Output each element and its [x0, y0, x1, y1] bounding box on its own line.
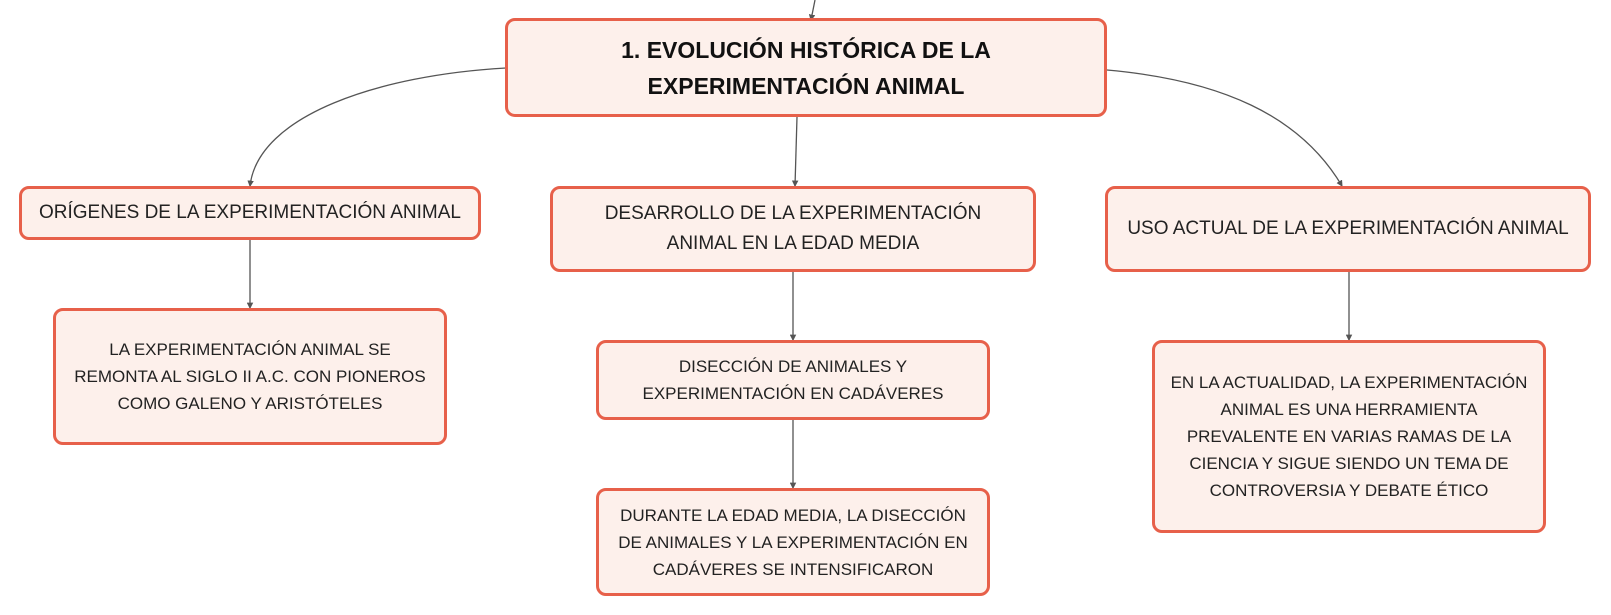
branch-node-origenes-label: ORÍGENES DE LA EXPERIMENTACIÓN ANIMAL: [39, 202, 461, 223]
branch-node-uso-actual-label: USO ACTUAL DE LA EXPERIMENTACIÓN ANIMAL: [1127, 218, 1569, 239]
branch-node-origenes[interactable]: [19, 186, 481, 240]
branch-node-desarrollo[interactable]: [550, 186, 1036, 272]
leaf-node-origenes-detail-label: LA EXPERIMENTACIÓN ANIMAL SE REMONTA AL SIGLO II A.C. CON PIONEROS COMO GALENO Y ARISTÓTELES: [74, 340, 426, 413]
branch-node-desarrollo-label: DESARROLLO DE LA EXPERIMENTACIÓN ANIMAL EN LA EDAD MEDIA: [604, 203, 982, 254]
leaf-node-edad-media-detail[interactable]: [596, 488, 990, 596]
root-node[interactable]: [505, 18, 1107, 117]
connector-parent-to-root: [811, 0, 815, 20]
leaf-node-uso-actual-detail[interactable]: [1152, 340, 1546, 533]
leaf-node-origenes-detail[interactable]: [53, 308, 447, 445]
branch-node-uso-actual[interactable]: [1105, 186, 1591, 272]
leaf-node-uso-actual-detail-label: EN LA ACTUALIDAD, LA EXPERIMENTACIÓN ANIMAL ES UNA HERRAMIENTA PREVALENTE EN VARIAS RAMAS DE LA CIENCIA Y SIGUE SIENDO UN TEMA DE CONTROVERSIA Y DEBATE ÉTICO: [1170, 373, 1528, 500]
connector-root-to-uso-actual: [1107, 70, 1342, 186]
sub-node-diseccion[interactable]: [596, 340, 990, 420]
connector-root-to-desarrollo: [795, 117, 797, 186]
leaf-node-edad-media-detail-label: DURANTE LA EDAD MEDIA, LA DISECCIÓN DE ANIMALES Y LA EXPERIMENTACIÓN EN CADÁVERES SE INTENSIFICARON: [618, 505, 968, 579]
root-node-title: 1. EVOLUCIÓN HISTÓRICA DE LA EXPERIMENTACIÓN ANIMAL: [621, 36, 991, 99]
connector-root-to-origenes: [250, 68, 506, 186]
sub-node-diseccion-label: DISECCIÓN DE ANIMALES Y EXPERIMENTACIÓN EN CADÁVERES: [642, 357, 944, 403]
